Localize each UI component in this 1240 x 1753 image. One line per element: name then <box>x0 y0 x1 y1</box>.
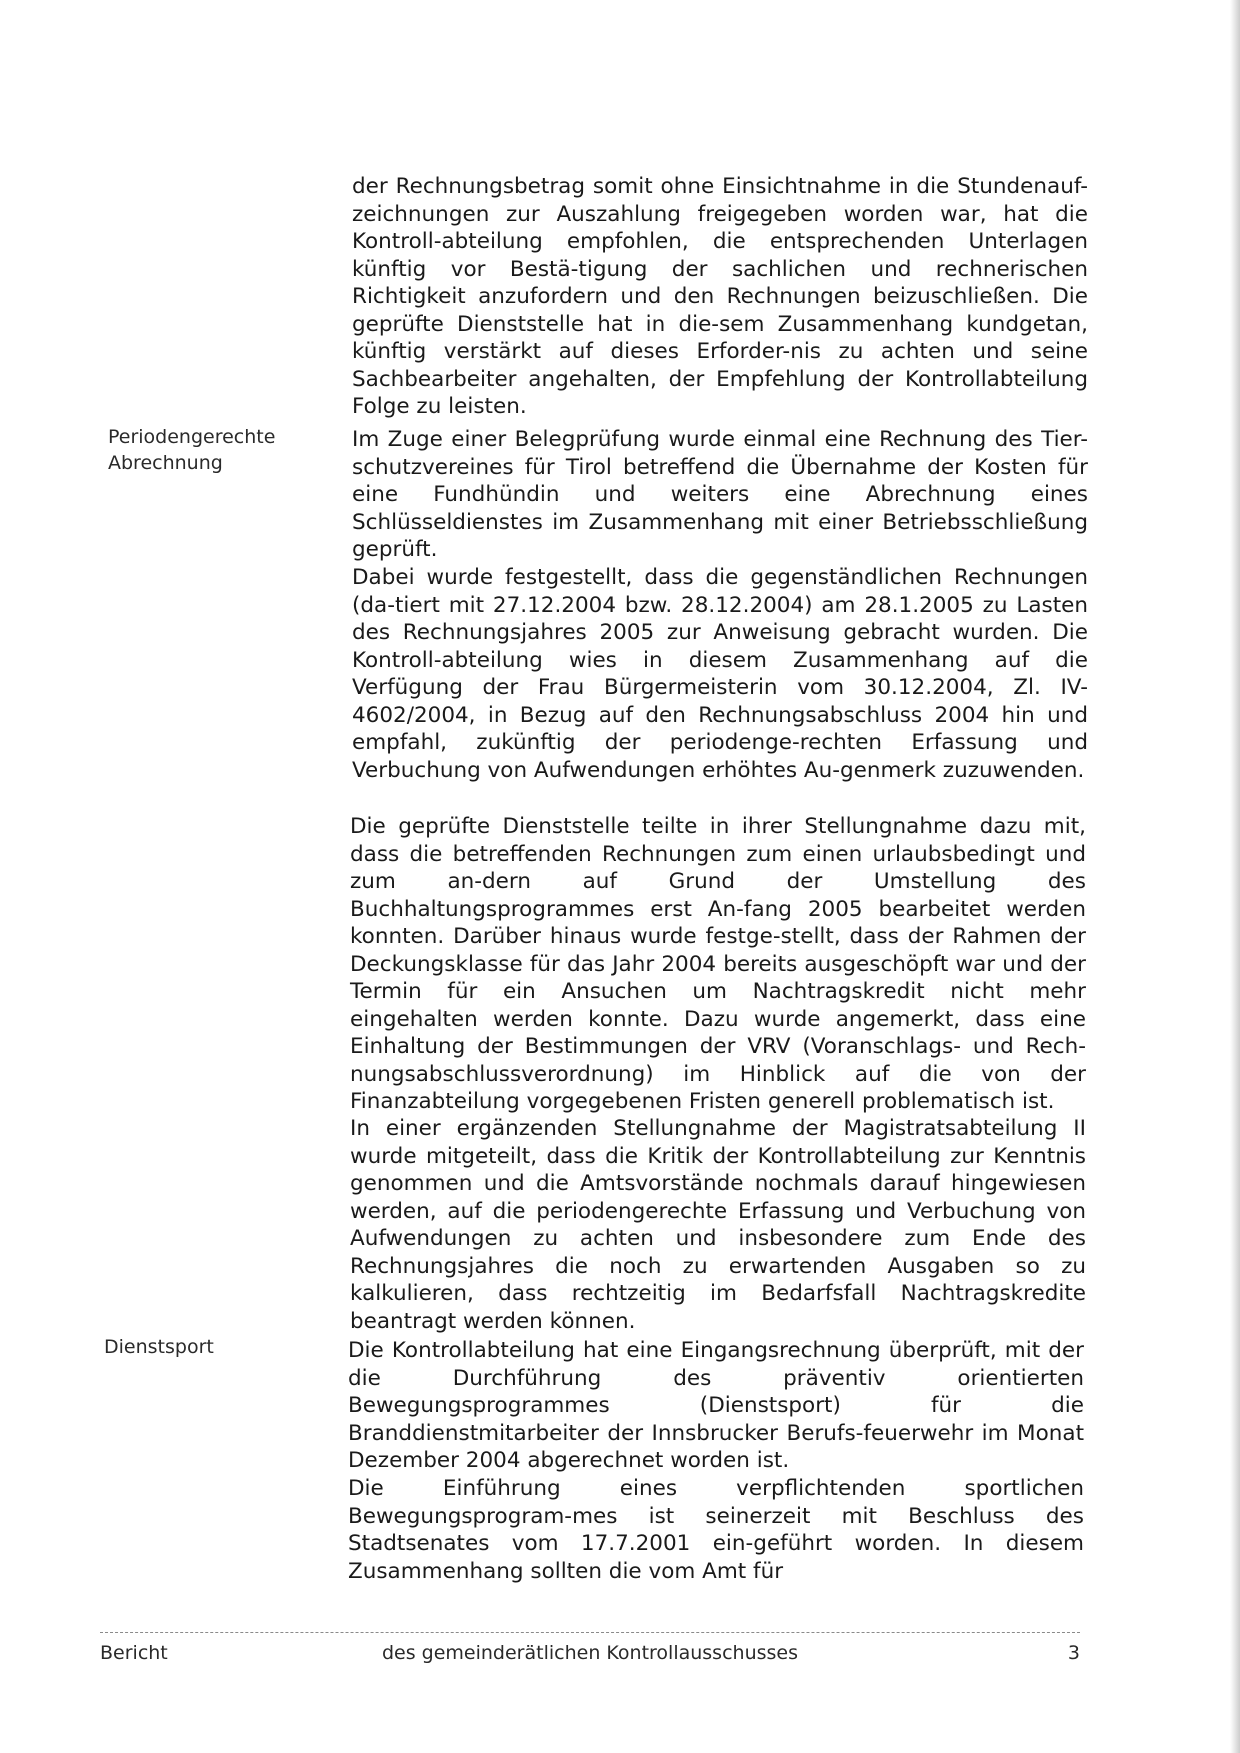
paragraph-block <box>352 173 1088 421</box>
footer-center-text: des gemeinderätlichen Kontrollausschusses <box>381 1642 799 1664</box>
page-number: 3 <box>1067 1642 1080 1664</box>
paragraph-block <box>352 564 1088 784</box>
body-paragraph: Dabei wurde festgestellt, dass die gegenständlichen Rechnungen (da-tiert mit 27.12.2004 bzw. 28.12.2004) am 28.1.2005 zu Lasten des Rechnungsjahres 2005 zur Anweisung gebracht wurden. Die Kontroll-abteilung wies in diesem Zusammenhang auf die Verfügung der Frau Bürgermeisterin vom 30.12.2004, Zl. IV-4602/2004, in Bezug auf den Rechnungsabschluss 2004 hin und empfahl, zukünftig der periodenge-rechten Erfassung und Verbuchung von Aufwendungen erhöhtes Au-genmerk zuzuwenden. <box>352 565 1088 783</box>
paragraph-block <box>350 1115 1086 1335</box>
footer-divider <box>100 1632 1080 1633</box>
margin-label-dienstsport: Dienstsport <box>104 1336 214 1358</box>
paragraph-block <box>350 813 1086 1116</box>
body-paragraph: Im Zuge einer Belegprüfung wurde einmal eine Rechnung des Tier-schutzvereines für Tirol betreffend die Übernahme der Kosten für eine Fundhündin und weiters eine Abrechnung eines Schlüsseldienstes im Zusammenhang mit einer Betriebsschließung geprüft. <box>352 427 1088 562</box>
margin-label-line: Abrechnung <box>108 452 223 474</box>
body-paragraph: Die Einführung eines verpflichtenden sportlichen Bewegungsprogram-mes ist seinerzeit mit Beschluss des Stadtsenates vom 17.7.2001 ein-geführt worden. In diesem Zusammenhang sollten die vom Amt für <box>348 1476 1084 1584</box>
body-paragraph: In einer ergänzenden Stellungnahme der Magistratsabteilung II wurde mitgeteilt, dass die Kritik der Kontrollabteilung zur Kenntnis genommen und die Amtsvorstände nochmals darauf hingewiesen werden, auf die periodengerechte Erfassung und Verbuchung von Aufwendungen zu achten und insbesondere zum Ende des Rechnungsjahres die noch zu erwartenden Ausgaben so zu kalkulieren, dass rechtzeitig im Bedarfsfall Nachtragskredite beantragt werden können. <box>350 1116 1086 1334</box>
page-footer <box>100 1640 1080 1666</box>
body-paragraph: Die geprüfte Dienststelle teilte in ihrer Stellungnahme dazu mit, dass die betreffenden Rechnungen zum einen urlaubsbedingt und zum an-dern auf Grund der Umstellung des Buchhaltungsprogrammes erst An-fang 2005 bearbeitet werden konnten. Darüber hinaus wurde festge-stellt, dass der Rahmen der Deckungsklasse für das Jahr 2004 bereits ausgeschöpft war und der Termin für ein Ansuchen um Nachtragskredit nicht mehr eingehalten werden konnte. Dazu wurde angemerkt, dass eine Einhaltung der Bestimmungen der VRV (Voranschlags- und Rech-nungsabschlussverordnung) im Hinblick auf die von der Finanzabteilung vorgegebenen Fristen generell problematisch ist. <box>350 814 1086 1114</box>
body-paragraph: Die Kontrollabteilung hat eine Eingangsrechnung überprüft, mit der die Durchführung des präventiv orientierten Bewegungsprogrammes (Dienstsport) für die Branddienstmitarbeiter der Innsbrucker Berufs-feuerwehr im Monat Dezember 2004 abgerechnet worden ist. <box>348 1338 1084 1473</box>
body-paragraph: der Rechnungsbetrag somit ohne Einsichtnahme in die Stundenauf-zeichnungen zur Auszahlung freigegeben worden war, hat die Kontroll-abteilung empfohlen, die entsprechenden Unterlagen künftig vor Bestä-tigung der sachlichen und rechnerischen Richtigkeit anzufordern und den Rechnungen beizuschließen. Die geprüfte Dienststelle hat in die-sem Zusammenhang kundgetan, künftig verstärkt auf dieses Erforder-nis zu achten und seine Sachbearbeiter angehalten, der Empfehlung der Kontrollabteilung Folge zu leisten. <box>352 174 1088 419</box>
margin-label-line: Periodengerechte <box>108 426 276 448</box>
paragraph-block <box>348 1475 1084 1585</box>
footer-left-text: Bericht <box>100 1642 168 1664</box>
paragraph-block <box>348 1337 1084 1475</box>
paragraph-block <box>352 426 1088 564</box>
margin-label-periodengerechte-abrechnung <box>108 424 338 476</box>
scan-edge-shadow <box>1230 0 1240 1753</box>
